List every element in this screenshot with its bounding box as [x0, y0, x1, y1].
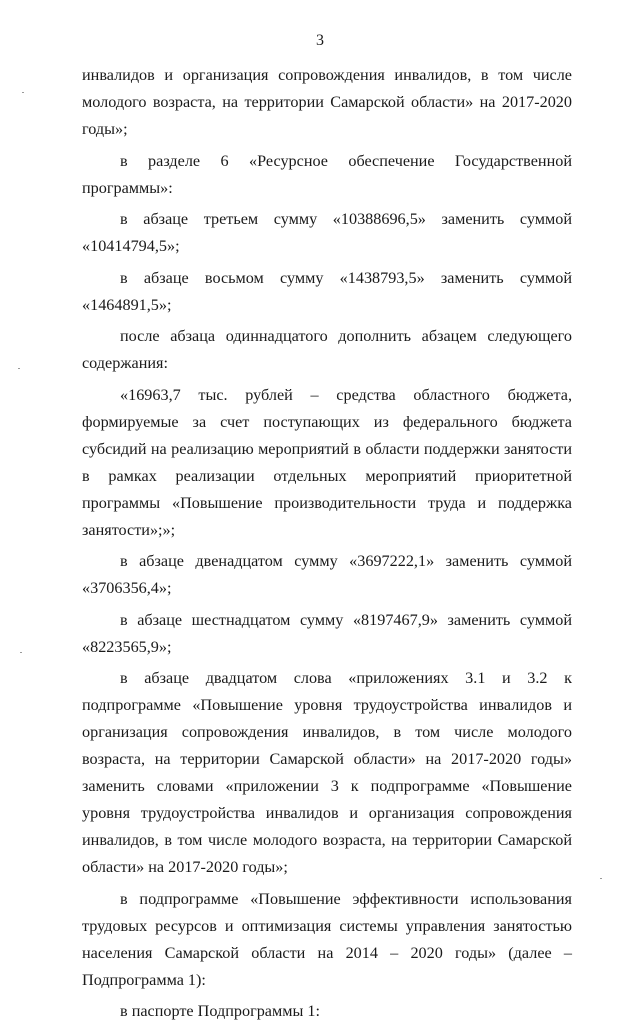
paragraph-third-abzac: в абзаце третьем сумму «10388696,5» заменить суммой «10414794,5»;	[82, 210, 572, 255]
paragraph-inserted-text: «16963,7 тыс. рублей – средства областного бюджета, формируемые за счет поступающих из федерального бюджета субсидий на реализацию мероприятий в области поддержки занятости в рамках реализации отдельных мероприятий приоритетной программы «Повышение производительности труда и поддержка занятости»;»;	[82, 385, 572, 539]
page-number: 3	[316, 32, 324, 49]
paragraph-section-6: в разделе 6 «Ресурсное обеспечение Государственной программы»:	[82, 151, 572, 197]
paragraph-after-eleventh: после абзаца одиннадцатого дополнить абзацем следующего содержания:	[82, 327, 572, 372]
paragraph-twentieth-abzac: в абзаце двадцатом слова «приложениях 3.1 и 3.2 к подпрограмме «Повышение уровня трудоустройства инвалидов и организация сопровождения инвалидов, в том числе молодого возраста, на территории Самарской области» на 2017-2020 годы» заменить словами «приложении 3 к подпрограмме «Повышение уровня трудоустройства инвалидов и организация сопровождения инвалидов, в том числе молодого возраста, на территории Самарской области» на 2017-2020 годы»;	[82, 669, 572, 876]
paragraph-subprogram-1: в подпрограмме «Повышение эффективности использования трудовых ресурсов и оптимизация системы управления занятостью населения Самарской области на 2014 – 2020 годы» (далее – Подпрограмма 1):	[82, 889, 572, 989]
scan-speck	[22, 92, 24, 93]
paragraph-passport: в паспорте Подпрограммы 1:	[120, 1002, 320, 1020]
document-body	[82, 62, 572, 1025]
paragraph-twelfth-abzac: в абзаце двенадцатом сумму «3697222,1» заменить суммой «3706356,4»;	[82, 552, 572, 597]
paragraph-eighth-abzac: в абзаце восьмом сумму «1438793,5» заменить суммой «1464891,5»;	[82, 268, 572, 314]
scan-speck	[18, 368, 20, 369]
scan-speck	[20, 652, 22, 653]
scan-speck	[600, 878, 602, 879]
paragraph-sixteenth-abzac: в абзаце шестнадцатом сумму «8197467,9» заменить суммой «8223565,9»;	[82, 610, 572, 656]
paragraph-continuation: инвалидов и организация сопровождения инвалидов, в том числе молодого возраста, на территории Самарской области» на 2017-2020 годы»;	[82, 66, 572, 138]
